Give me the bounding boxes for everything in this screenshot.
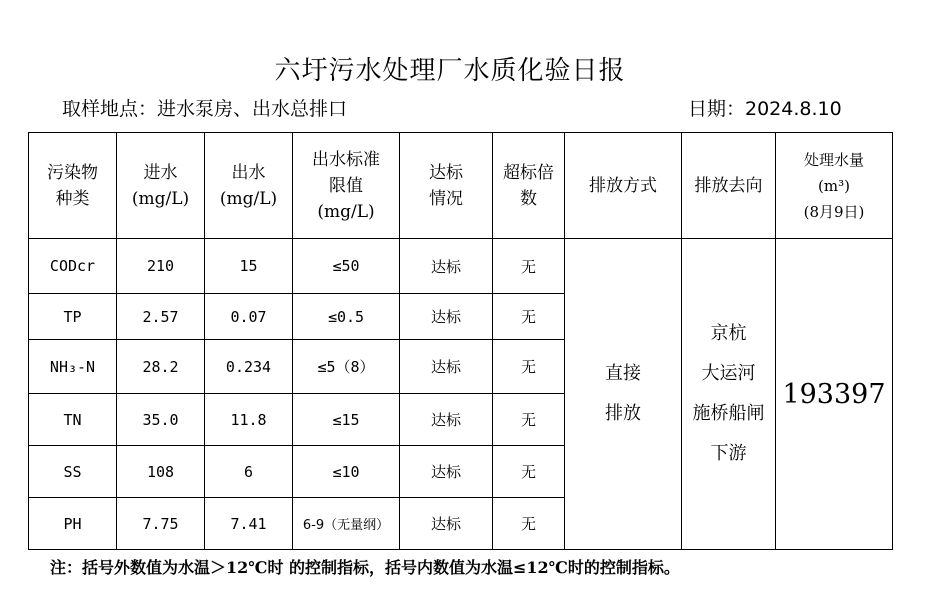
header-discharge-destination: 排放去向 — [682, 133, 776, 239]
exceed-multiple: 无 — [493, 239, 565, 294]
compliance-status: 达标 — [400, 340, 493, 394]
table-header-row — [29, 133, 893, 239]
outflow-value: 0.234 — [205, 340, 293, 394]
limit-value: ≤5（8） — [293, 340, 400, 394]
exceed-multiple: 无 — [493, 294, 565, 340]
outflow-value: 0.07 — [205, 294, 293, 340]
header-outflow: 出水 (mg/L) — [205, 133, 293, 239]
pollutant-name: NH₃-N — [29, 340, 117, 394]
limit-value: ≤15 — [293, 394, 400, 446]
pollutant-name: TN — [29, 394, 117, 446]
outflow-value: 7.41 — [205, 498, 293, 550]
limit-value: ≤50 — [293, 239, 400, 294]
exceed-multiple: 无 — [493, 340, 565, 394]
inflow-value: 35.0 — [117, 394, 205, 446]
compliance-status: 达标 — [400, 394, 493, 446]
inflow-value: 2.57 — [117, 294, 205, 340]
limit-value: ≤10 — [293, 446, 400, 498]
pollutant-name: TP — [29, 294, 117, 340]
inflow-value: 108 — [117, 446, 205, 498]
discharge-destination: 京杭 大运河 施桥船闸 下游 — [682, 239, 776, 550]
outflow-value: 15 — [205, 239, 293, 294]
sampling-location: 取样地点：进水泵房、出水总排口 — [62, 98, 348, 120]
header-volume: 处理水量 (m³) (8月9日) — [776, 133, 893, 239]
pollutant-name: CODcr — [29, 239, 117, 294]
report-date: 日期：2024.8.10 — [688, 98, 842, 120]
exceed-multiple: 无 — [493, 498, 565, 550]
header-compliance: 达标 情况 — [400, 133, 493, 239]
pollutant-name: PH — [29, 498, 117, 550]
compliance-status: 达标 — [400, 294, 493, 340]
table-row — [29, 239, 893, 294]
outflow-value: 6 — [205, 446, 293, 498]
limit-value: 6-9（无量纲） — [293, 498, 400, 550]
header-inflow: 进水 (mg/L) — [117, 133, 205, 239]
compliance-status: 达标 — [400, 498, 493, 550]
header-pollutant: 污染物 种类 — [29, 133, 117, 239]
compliance-status: 达标 — [400, 446, 493, 498]
header-limit: 出水标准 限值 (mg/L) — [293, 133, 400, 239]
inflow-value: 7.75 — [117, 498, 205, 550]
header-exceed: 超标倍 数 — [493, 133, 565, 239]
exceed-multiple: 无 — [493, 394, 565, 446]
water-quality-table — [28, 132, 893, 550]
inflow-value: 210 — [117, 239, 205, 294]
footnote: 注：括号外数值为水温＞12℃时 的控制指标，括号内数值为水温≤12℃时的控制指标。 — [50, 558, 680, 577]
inflow-value: 28.2 — [117, 340, 205, 394]
report-title: 六圩污水处理厂水质化验日报 — [274, 56, 626, 86]
treated-volume: 193397 — [776, 239, 893, 550]
limit-value: ≤0.5 — [293, 294, 400, 340]
header-discharge-method: 排放方式 — [565, 133, 682, 239]
pollutant-name: SS — [29, 446, 117, 498]
compliance-status: 达标 — [400, 239, 493, 294]
exceed-multiple: 无 — [493, 446, 565, 498]
outflow-value: 11.8 — [205, 394, 293, 446]
discharge-method: 直接 排放 — [565, 239, 682, 550]
